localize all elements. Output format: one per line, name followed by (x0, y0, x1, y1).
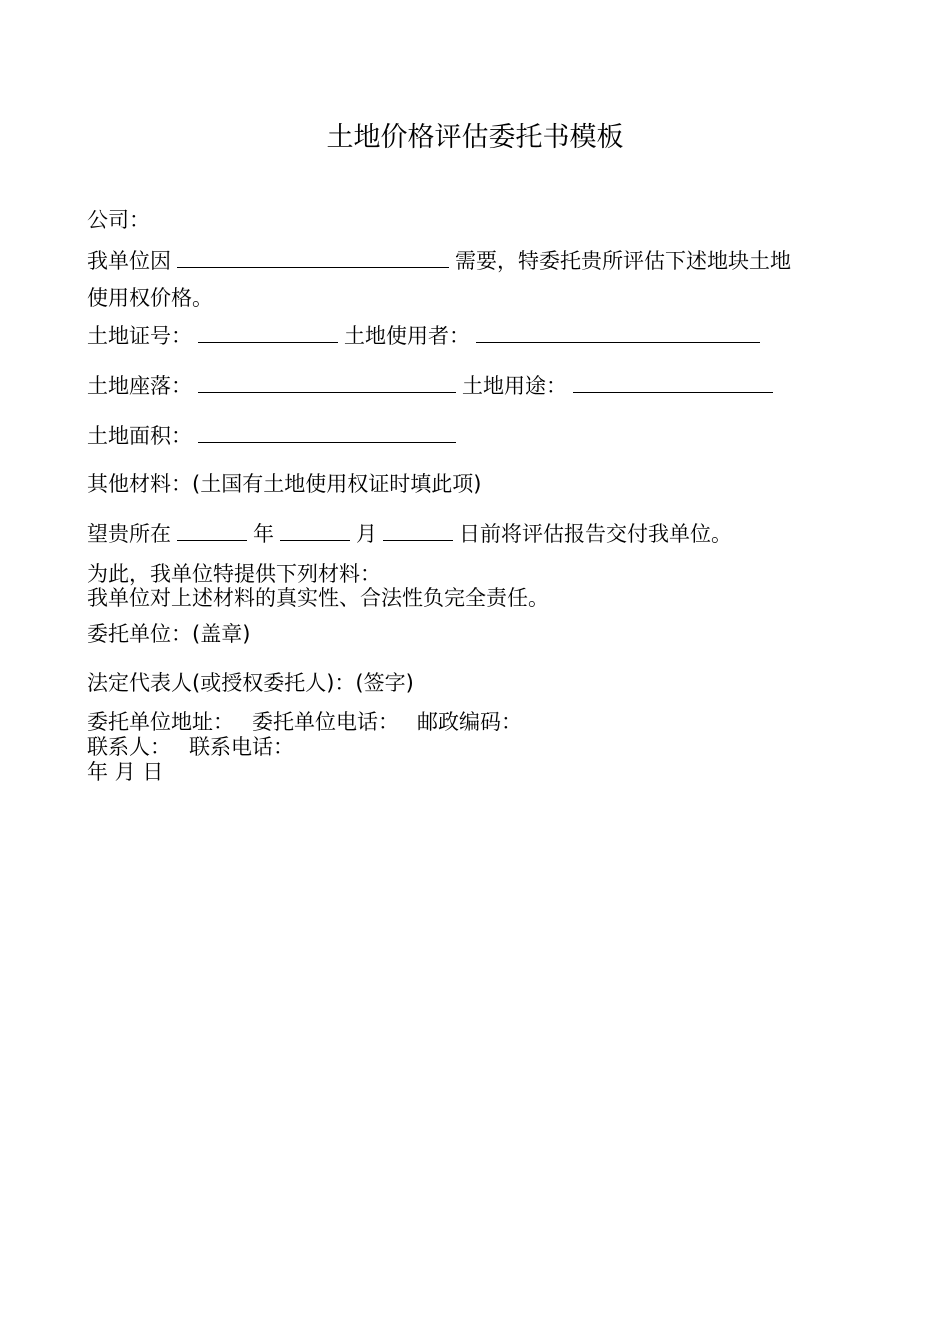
cert-no-label: 土地证号： (87, 324, 192, 348)
year-blank (177, 518, 247, 541)
other-materials: 其他材料：(土国有土地使用权证时填此项) (87, 472, 482, 496)
intro-continuation: 使用权价格。 (87, 286, 213, 310)
land-user-blank (476, 320, 760, 343)
contact-phone-label: 联系电话： (189, 735, 294, 759)
postcode-label: 邮政编码： (417, 710, 522, 734)
deadline-suffix: 日前将评估报告交付我单位。 (459, 522, 732, 546)
entrusting-unit-seal: 委托单位：(盖章) (87, 622, 251, 646)
usage-blank (573, 370, 773, 393)
location-label: 土地座落： (87, 374, 192, 398)
land-user-label: 土地使用者： (344, 324, 470, 348)
month-blank (280, 518, 350, 541)
location-blank (198, 370, 456, 393)
cert-no-blank (198, 320, 338, 343)
year-label: 年 (253, 522, 274, 546)
intro-prefix: 我单位因 (87, 249, 171, 273)
provide-materials: 为此，我单位特提供下列材料： (87, 562, 381, 586)
area-blank (198, 420, 456, 443)
usage-label: 土地用途： (462, 374, 567, 398)
deadline-line (87, 518, 732, 549)
reason-blank (177, 245, 449, 268)
address-label: 委托单位地址： (87, 710, 234, 734)
cert-user-line (87, 320, 766, 351)
intro-suffix: 需要，特委托贵所评估下述地块土地 (455, 249, 791, 273)
date-line: 年 月 日 (87, 760, 164, 784)
location-usage-line (87, 370, 779, 401)
responsibility-statement: 我单位对上述材料的真实性、合法性负完全责任。 (87, 586, 549, 610)
deadline-prefix: 望贵所在 (87, 522, 171, 546)
area-line (87, 420, 462, 451)
intro-line (87, 245, 791, 276)
area-label: 土地面积： (87, 424, 192, 448)
legal-representative-signature: 法定代表人(或授权委托人)：(签字) (87, 671, 414, 695)
month-label: 月 (356, 522, 377, 546)
salutation: 公司： (87, 208, 150, 232)
contact-person-label: 联系人： (87, 735, 171, 759)
document-title: 土地价格评估委托书模板 (326, 122, 624, 153)
day-blank (383, 518, 453, 541)
unit-phone-label: 委托单位电话： (252, 710, 399, 734)
